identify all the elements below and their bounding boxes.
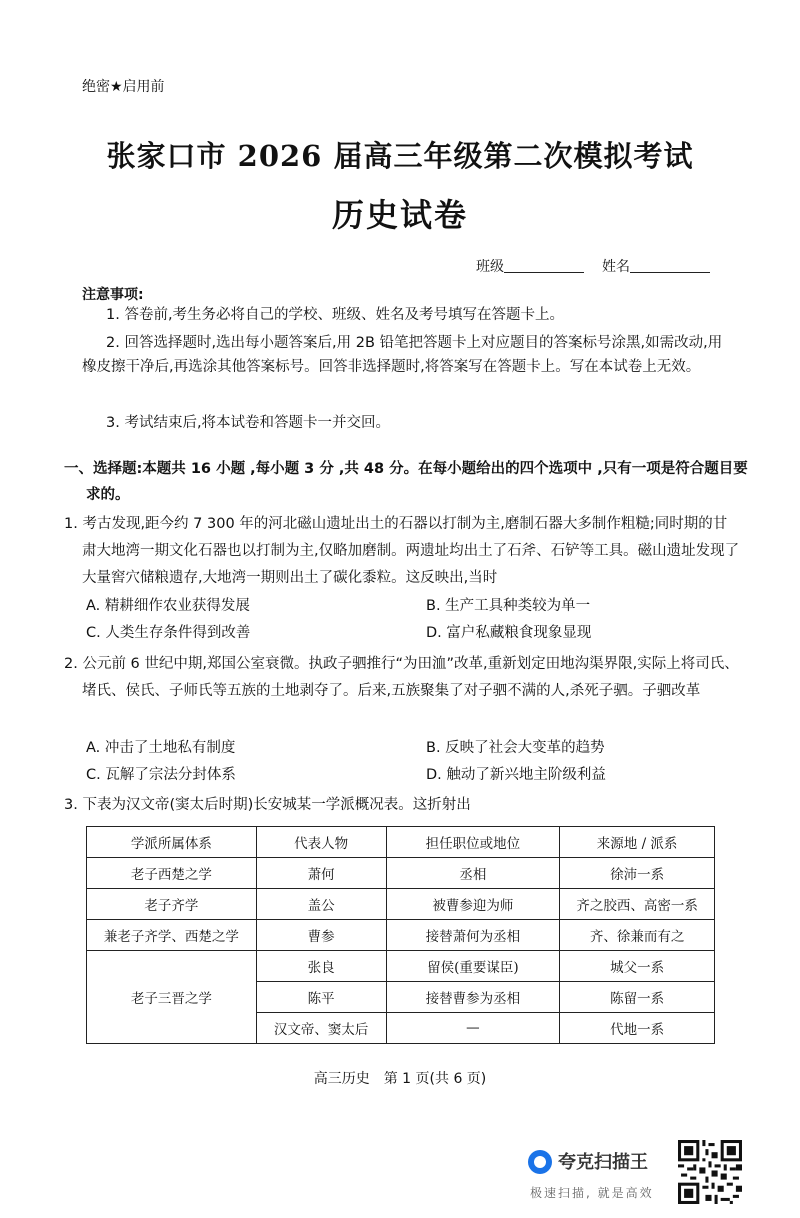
school-table [86, 826, 715, 1044]
table-cell: 代地一系 [560, 1013, 715, 1044]
class-label: 班级 [476, 259, 504, 275]
table-row [87, 920, 715, 951]
table-cell: 齐之胶西、高密一系 [560, 889, 715, 920]
q2-option-d[interactable]: D. 触动了新兴地主阶级利益 [426, 767, 606, 783]
table-cell: 陈平 [256, 982, 386, 1013]
table-row [87, 858, 715, 889]
question-1-options [86, 593, 726, 647]
q2-option-b[interactable]: B. 反映了社会大变革的趋势 [426, 740, 605, 756]
watermark-name: 夸克扫描王 [558, 1152, 648, 1173]
table-cell: 留侯(重要谋臣) [386, 951, 560, 982]
question-2-options [86, 735, 726, 789]
q1-option-d[interactable]: D. 富户私藏粮食现象显现 [426, 625, 592, 641]
class-name-row [476, 256, 710, 276]
table-cell: 老子齐学 [87, 889, 257, 920]
table-header-cell: 来源地 / 派系 [560, 827, 715, 858]
table-row [87, 889, 715, 920]
subject-title: 历史试卷 [331, 196, 468, 234]
q2-option-a[interactable]: A. 冲击了土地私有制度 [86, 740, 236, 756]
q2-option-c[interactable]: C. 瓦解了宗法分封体系 [86, 767, 236, 783]
table-cell: 徐沛一系 [560, 858, 715, 889]
table-cell: 陈留一系 [560, 982, 715, 1013]
q1-option-b[interactable]: B. 生产工具种类较为单一 [426, 598, 591, 614]
scanner-watermark [528, 1146, 678, 1206]
secret-label: 绝密★启用前 [82, 79, 165, 95]
table-header-cell: 学派所属体系 [87, 827, 257, 858]
question-3-stem: 3. 下表为汉文帝(窦太后时期)长安城某一学派概况表。这折射出 [64, 797, 471, 813]
table-cell: 丞相 [386, 858, 560, 889]
table-cell: 城父一系 [560, 951, 715, 982]
question-1 [64, 511, 740, 592]
name-blank[interactable] [630, 258, 710, 273]
table-cell: 接替曹参为丞相 [386, 982, 560, 1013]
table-group-cell: 老子三晋之学 [87, 951, 257, 1044]
question-1-stem: 1. 考古发现,距今约 7 300 年的河北磁山遗址出土的石器以打制为主,磨制石器大多制作粗糙;同时期的甘肃大地湾一期文化石器也以打制为主,仅略加磨制。两遗址均出土了石斧、石铲等工具。磁山遗址发现了大量窖穴储粮遗存,大地湾一期则出土了碳化黍粒。这反映出,当时 [64, 516, 740, 586]
question-2 [64, 651, 740, 705]
question-2-stem: 2. 公元前 6 世纪中期,郑国公室衰微。执政子驷推行“为田洫”改革,重新划定田地沟渠界限,实际上将司氏、堵氏、侯氏、子师氏等五族的土地剥夺了。后来,五族聚集了对子驷不满的人,杀死子驷。子驷改革 [64, 656, 739, 699]
notice-heading: 注意事项: [82, 287, 144, 303]
table-header-cell: 担任职位或地位 [386, 827, 560, 858]
q1-option-c[interactable]: C. 人类生存条件得到改善 [86, 625, 251, 641]
notice-item-1: 1. 答卷前,考生务必将自己的学校、班级、姓名及考号填写在答题卡上。 [106, 307, 565, 323]
watermark-slogan: 极速扫描, 就是高效 [530, 1186, 654, 1200]
exam-title: 张家口市 2026 届高三年级第二次模拟考试 [106, 139, 694, 173]
name-label: 姓名 [602, 259, 630, 275]
q1-option-a[interactable]: A. 精耕细作农业获得发展 [86, 598, 250, 614]
table-cell: 兼老子齐学、西楚之学 [87, 920, 257, 951]
table-cell: 接替萧何为丞相 [386, 920, 560, 951]
table-cell: 汉文帝、窦太后 [256, 1013, 386, 1044]
table-cell: 曹参 [256, 920, 386, 951]
table-header-cell: 代表人物 [256, 827, 386, 858]
table-cell: 齐、徐兼而有之 [560, 920, 715, 951]
notice-item-3: 3. 考试结束后,将本试卷和答题卡一并交回。 [106, 415, 391, 431]
class-blank[interactable] [504, 258, 584, 273]
table-cell: 老子西楚之学 [87, 858, 257, 889]
question-3 [64, 792, 740, 819]
page-footer: 高三历史 第 1 页(共 6 页) [313, 1071, 487, 1087]
section-heading: 一、选择题:本题共 16 小题 ,每小题 3 分 ,共 48 分。在每小题给出的四个选项中 ,只有一项是符合题目要求的。 [64, 461, 748, 503]
scanner-logo-icon [528, 1150, 552, 1174]
qr-code-icon [678, 1140, 742, 1204]
table-cell: 张良 [256, 951, 386, 982]
table-cell: 萧何 [256, 858, 386, 889]
table-cell: — [386, 1013, 560, 1044]
table-cell: 盖公 [256, 889, 386, 920]
notice-item-2: 2. 回答选择题时,选出每小题答案后,用 2B 铅笔把答题卡上对应题目的答案标号涂黑,如需改动,用橡皮擦干净后,再选涂其他答案标号。回答非选择题时,将答案写在答题卡上。写在本试卷上无效。 [82, 335, 723, 375]
table-cell: 被曹参迎为师 [386, 889, 560, 920]
table-header-row [87, 827, 715, 858]
table-row [87, 951, 715, 982]
